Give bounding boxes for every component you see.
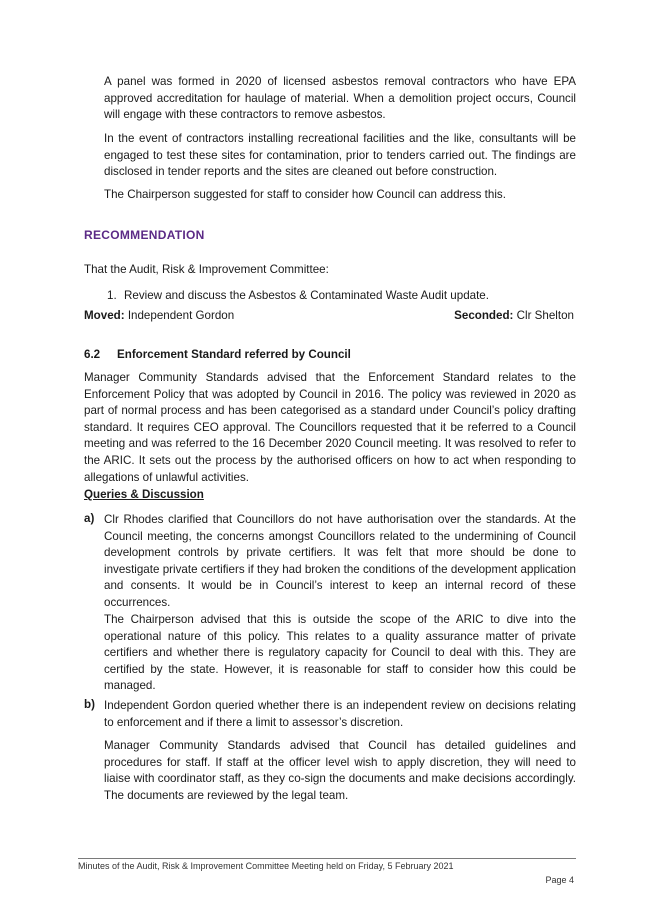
footer-text: Minutes of the Audit, Risk & Improvement Committee Meeting held on Friday, 5 February 2021 bbox=[78, 861, 454, 871]
moved-line bbox=[84, 308, 234, 325]
intro-paragraph-1: A panel was formed in 2020 of licensed asbestos removal contractors who have EPA approved accreditation for haulage of material. When a demolition project occurs, Council will engage with these contractors to remove asbestos. bbox=[104, 75, 576, 122]
query-a-paragraph-2: The Chairperson advised that this is outside the scope of the ARIC to dive into the operational nature of this policy. This relates to a quality assurance matter of private certifiers and whether there is regulatory capacity for Council to deal with this. They are certified by the state. However, it is reasonable for staff to consider how this could be managed. bbox=[104, 613, 576, 693]
query-b-letter: b) bbox=[84, 698, 95, 711]
moved-label: Moved: bbox=[84, 309, 125, 322]
moved-value: Independent Gordon bbox=[127, 309, 235, 322]
query-b-paragraph-1: Independent Gordon queried whether there is an independent review on decisions relating to enforcement and if there a limit to assessor’s discretion. bbox=[104, 699, 576, 729]
intro-paragraph-2: In the event of contractors installing recreational facilities and the like, consultants will be engaged to test these sites for contamination, prior to tenders carried out. The findings are disclosed in tender reports and the sites are cleaned out before construction. bbox=[104, 132, 576, 179]
seconded-label: Seconded: bbox=[454, 309, 514, 322]
footer-divider bbox=[78, 858, 576, 859]
recommendation-item-number: 1. bbox=[107, 289, 117, 302]
seconded-line bbox=[454, 308, 574, 325]
section-number: 6.2 bbox=[84, 348, 101, 361]
recommendation-intro: That the Audit, Risk & Improvement Committee: bbox=[84, 263, 329, 276]
intro-paragraph-3: The Chairperson suggested for staff to consider how Council can address this. bbox=[104, 188, 506, 201]
page-number: Page 4 bbox=[545, 875, 574, 885]
section-title: Enforcement Standard referred by Council bbox=[117, 348, 351, 361]
queries-heading: Queries & Discussion bbox=[84, 488, 204, 501]
query-a-paragraph-1: Clr Rhodes clarified that Councillors do not have authorisation over the standards. At the Council meeting, the concerns amongst Councillors related to the undermining of Council development controls by private certifiers. It was felt that more should be done to investigate private certifiers if they had broken the conditions of the development application and consents. It would be in Council’s interest to keep an internal record of these occurrences. bbox=[104, 513, 576, 609]
section-body: Manager Community Standards advised that the Enforcement Standard relates to the Enforcement Policy that was adopted by Council in 2016. The policy was reviewed in 2020 as part of normal process and has been categorised as a standard under Council’s policy drafting standard. It requires CEO approval. The Councillors requested that it be referred to a Council meeting and was referred to the 16 December 2020 Council meeting. It was resolved to refer to the ARIC. It sets out the process by the authorised officers on how to act when responding to allegations of unlawful activities. bbox=[84, 371, 576, 484]
query-a-letter: a) bbox=[84, 512, 95, 525]
recommendation-item-text: Review and discuss the Asbestos & Contaminated Waste Audit update. bbox=[124, 289, 489, 302]
seconded-value: Clr Shelton bbox=[516, 309, 574, 322]
query-b-paragraph-2: Manager Community Standards advised that Council has detailed guidelines and procedures for staff. If staff at the officer level wish to apply discretion, they will need to liaise with coordinator staff, as they co-sign the documents and make decisions accordingly. The documents are reviewed by the legal team. bbox=[104, 739, 576, 802]
recommendation-heading: RECOMMENDATION bbox=[84, 228, 205, 242]
